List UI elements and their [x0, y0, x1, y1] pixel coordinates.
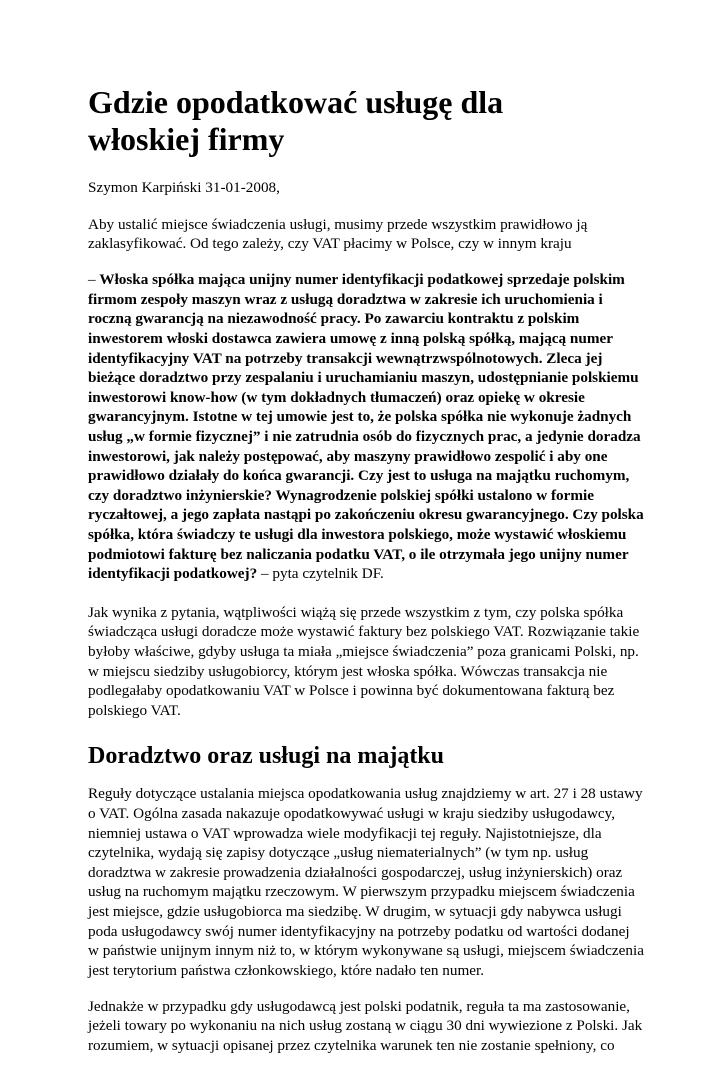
- question-text: Włoska spółka mająca unijny numer identyfikacji podatkowej sprzedaje polskim firmom zespoły maszyn wraz z usługą doradztwa w zakresie ich uruchomienia i roczną gwarancją na niezawodność pracy. Po zawarciu kontraktu z polskim inwestorem włoski dostawca zawiera umowę z inną polską spółką, mającą numer identyfikacyjny VAT na potrzeby transakcji wewnątrzwspólnotowych. Zleca jej bieżące doradztwo przy zespalaniu i uruchamianiu maszyn, udostępnianie polskiemu inwestorowi know-how (w tym dokładnych tłumaczeń) oraz opiekę w okresie gwarancyjnym. Istotne w tej umowie jest to, że polska spółka nie wykonuje żadnych usług „w formie fizycznej” i nie zatrudnia osób do fizycznych prac, a jedynie doradza inwestorowi, jak należy postępować, aby maszyny prawidłowo zespolić i aby one prawidłowo działały do końca gwarancji. Czy jest to usługa na majątku ruchomym, czy doradztwo inżynierskie? Wynagrodzenie polskiej spółki ustalono w formie ryczałtowej, a jego zapłata nastąpi po zakończeniu okresu gwarancyjnego. Czy polska spółka, która świadczy te usługi dla inwestora polskiego, może wystawić włoskiemu podmiotowi fakturę bez naliczania podatku VAT, o ile otrzymała jego unijny numer identyfikacji podatkowej?: [88, 271, 644, 583]
- section-heading: Doradztwo oraz usługi na majątku: [88, 743, 445, 770]
- continuation-paragraph: Jednakże w przypadku gdy usługodawcą jest polski podatnik, reguła ta ma zastosowanie, jeżeli towary po wykonaniu na nich usług zostaną w ciągu 30 dni wywiezione z Polski. Jak rozumiem, w sytuacji opisanej przez czytelnika warunek ten nie zostanie spełniony, co: [88, 997, 643, 1054]
- question-dash: –: [88, 271, 100, 289]
- question-attribution: – pyta czytelnik DF.: [257, 565, 384, 583]
- article: [88, 84, 644, 1072]
- lead-paragraph: Aby ustalić miejsce świadczenia usługi, musimy przede wszystkim prawidłowo ją zaklasyfikować. Od tego zależy, czy VAT płacimy w Polsce, czy w innym kraju: [88, 215, 588, 253]
- article-title: Gdzie opodatkować usługę dla włoskiej firmy: [88, 84, 504, 157]
- reader-question: [88, 270, 644, 584]
- rules-paragraph: Reguły dotyczące ustalania miejsca opodatkowania usług znajdziemy w art. 27 i 28 ustawy o VAT. Ogólna zasada nakazuje opodatkowywać usługi w kraju siedziby usługodawcy, niemniej ustawa o VAT wprowadza wiele modyfikacji tej reguły. Najistotniejsze, dla czytelnika, wydają się zapisy dotyczące „usług niematerialnych” (w tym np. usług doradztwa w zakresie prowadzenia działalności gospodarczej, usług inżynierskich) oraz usług na ruchomym majątku rzeczowym. W pierwszym przypadku miejscem świadczenia jest miejsce, gdzie usługobiorca ma siedzibę. W drugim, w sytuacji gdy nabywca usługi poda usługodawcy swój numer identyfikacyjny na potrzeby podatku od wartości dodanej w państwie unijnym innym niż to, w którym wykonywane są usługi, miejscem świadczenia jest terytorium państwa członkowskiego, które nadało ten numer.: [88, 785, 644, 979]
- author-date-line: Szymon Karpiński 31-01-2008,: [88, 179, 280, 196]
- answer-paragraph: Jak wynika z pytania, wątpliwości wiążą się przede wszystkim z tym, czy polska spółka świadcząca usługi doradcze może wystawić faktury bez polskiego VAT. Rozwiązanie takie byłoby właściwe, gdyby usługa ta miała „miejsce świadczenia” poza granicami Polski, np. w miejscu siedziby usługobiorcy, którym jest włoska spółka. Wówczas transakcja nie podlegałaby opodatkowaniu VAT w Polsce i powinna być dokumentowana fakturą bez polskiego VAT.: [88, 603, 640, 719]
